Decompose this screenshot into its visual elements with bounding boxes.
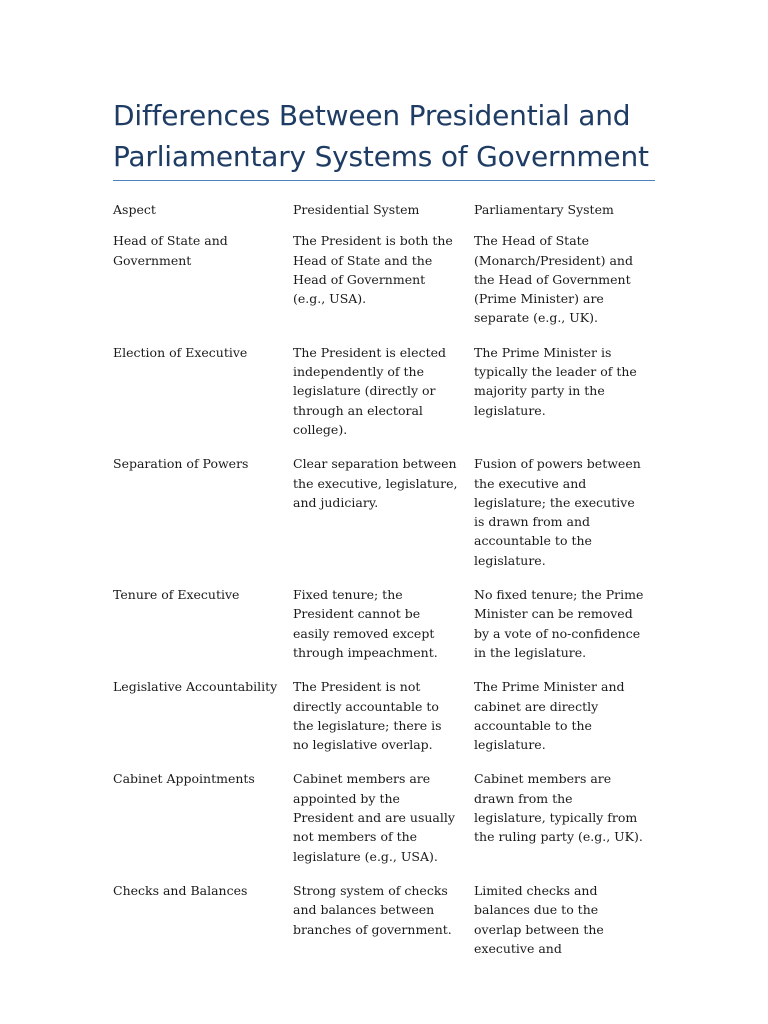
header-parliamentary-system: Parliamentary System xyxy=(474,202,614,217)
parliamentary-cell: The Prime Minister and cabinet are directly accountable to the legislature. xyxy=(474,679,625,753)
table-row xyxy=(113,677,658,769)
table-row xyxy=(113,881,658,973)
table-row xyxy=(113,343,658,454)
presidential-cell: Cabinet members are appointed by the President and are usually not members of the legislature (e.g., USA). xyxy=(293,771,455,864)
presidential-cell: The President is not directly accountable to the legislature; there is no legislative overlap. xyxy=(293,679,442,753)
presidential-cell: Strong system of checks and balances between branches of government. xyxy=(293,882,452,937)
header-presidential-system: Presidential System xyxy=(293,202,420,217)
parliamentary-cell: Fusion of powers between the executive and legislature; the executive is drawn from and accountable to the legislature. xyxy=(474,456,641,568)
aspect-cell: Tenure of Executive xyxy=(113,587,240,603)
presidential-cell: Fixed tenure; the President cannot be easily removed except through impeachment. xyxy=(293,587,438,660)
presidential-cell: The President is elected independently of the legislature (directly or through an electoral college). xyxy=(293,344,447,437)
title-underline-rule xyxy=(113,180,655,181)
parliamentary-cell: Cabinet members are drawn from the legislature, typically from the ruling party (e.g., UK). xyxy=(474,771,643,845)
parliamentary-cell: The Prime Minister is typically the leader of the majority party in the legislature. xyxy=(474,344,637,418)
header-aspect: Aspect xyxy=(113,202,156,217)
table-row xyxy=(113,769,658,880)
aspect-cell: Checks and Balances xyxy=(113,882,248,898)
aspect-cell: Legislative Accountability xyxy=(113,679,278,695)
presidential-cell: The President is both the Head of State and the Head of Government (e.g., USA). xyxy=(293,233,453,307)
presidential-cell: Clear separation between the executive, legislature, and judiciary. xyxy=(293,456,458,510)
parliamentary-cell: No fixed tenure; the Prime Minister can be removed by a vote of no-confidence in the legislature. xyxy=(474,587,644,660)
aspect-cell: Election of Executive xyxy=(113,344,248,360)
aspect-cell: Cabinet Appointments xyxy=(113,771,255,787)
parliamentary-cell: The Head of State (Monarch/President) and the Head of Government (Prime Minister) are separate (e.g., UK). xyxy=(474,233,633,326)
aspect-cell: Separation of Powers xyxy=(113,456,249,472)
table-row xyxy=(113,585,658,677)
table-row xyxy=(113,454,658,585)
document-title: Differences Between Presidential and Parliamentary Systems of Government xyxy=(113,99,649,173)
table-header-row xyxy=(113,200,658,231)
parliamentary-cell: Limited checks and balances due to the overlap between the executive and xyxy=(474,882,604,956)
aspect-cell: Head of State and Government xyxy=(113,233,228,268)
comparison-table xyxy=(113,200,658,973)
table-row xyxy=(113,231,658,342)
